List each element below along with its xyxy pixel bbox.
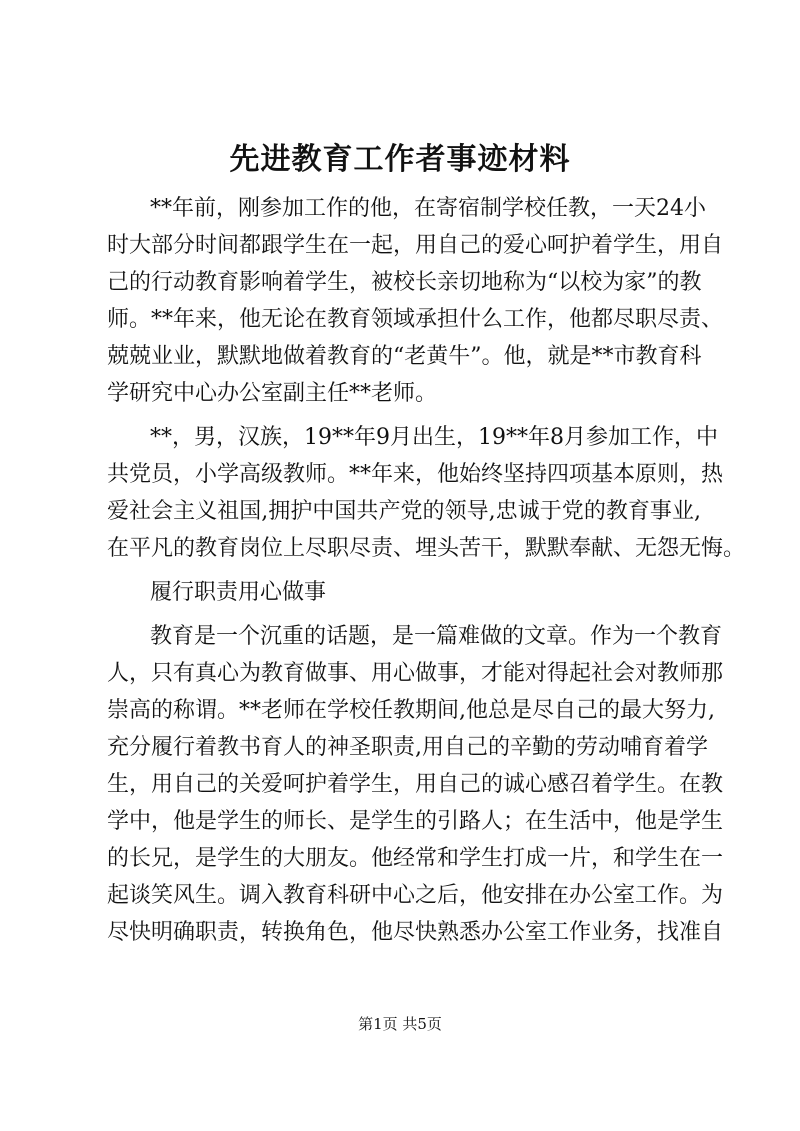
text-line: 兢兢业业，默默地做着教育的“老黄牛”。他，就是**市教育科 bbox=[107, 344, 702, 369]
text-line: 充分履行着教书育人的神圣职责,用自己的辛勤的劳动哺育着学 bbox=[107, 735, 708, 760]
text-line: 起谈笑风生。调入教育科研中心之后，他安排在办公室工作。为 bbox=[107, 883, 724, 908]
text-line: 尽快明确职责，转换角色，他尽快熟悉办公室工作业务，找准自 bbox=[107, 920, 724, 945]
text-line: 生，用自己的关爱呵护着学生，用自己的诚心感召着学生。在教 bbox=[107, 772, 724, 797]
page-footer: 第1页 共5页 bbox=[358, 1015, 442, 1033]
text-line: **，男，汉族，19**年9月出生，19**年8月参加工作，中 bbox=[150, 425, 718, 450]
text-line: **年前，刚参加工作的他，在寄宿制学校任教，一天24小 bbox=[150, 196, 706, 221]
text-line: 师。**年来，他无论在教育领域承担什么工作，他都尽职尽责、 bbox=[107, 307, 724, 332]
text-line: 己的行动教育影响着学生，被校长亲切地称为“以校为家”的教 bbox=[107, 270, 702, 295]
text-line: 爱社会主义祖国,拥护中国共产党的领导,忠诚于党的教育事业, bbox=[107, 499, 701, 524]
text-line: 人，只有真心为教育做事、用心做事，才能对得起社会对教师那 bbox=[107, 661, 724, 686]
section-heading: 履行职责用心做事 bbox=[150, 580, 327, 605]
text-line: 学中，他是学生的师长、是学生的引路人；在生活中，他是学生 bbox=[107, 809, 724, 834]
text-line: 共党员，小学高级教师。**年来，他始终坚持四项基本原则，热 bbox=[107, 462, 724, 487]
text-line: 学研究中心办公室副主任**老师。 bbox=[107, 381, 438, 406]
text-line: 教育是一个沉重的话题，是一篇难做的文章。作为一个教育 bbox=[150, 624, 723, 649]
text-line: 崇高的称谓。**老师在学校任教期间,他总是尽自己的最大努力, bbox=[107, 698, 715, 723]
text-line: 在平凡的教育岗位上尽职尽责、埋头苦干，默默奉献、无怨无悔。 bbox=[107, 536, 746, 561]
text-line: 的长兄，是学生的大朋友。他经常和学生打成一片，和学生在一 bbox=[107, 846, 724, 871]
text-line: 时大部分时间都跟学生在一起，用自己的爱心呵护着学生，用自 bbox=[107, 233, 724, 258]
document-title: 先进教育工作者事迹材料 bbox=[229, 142, 571, 177]
